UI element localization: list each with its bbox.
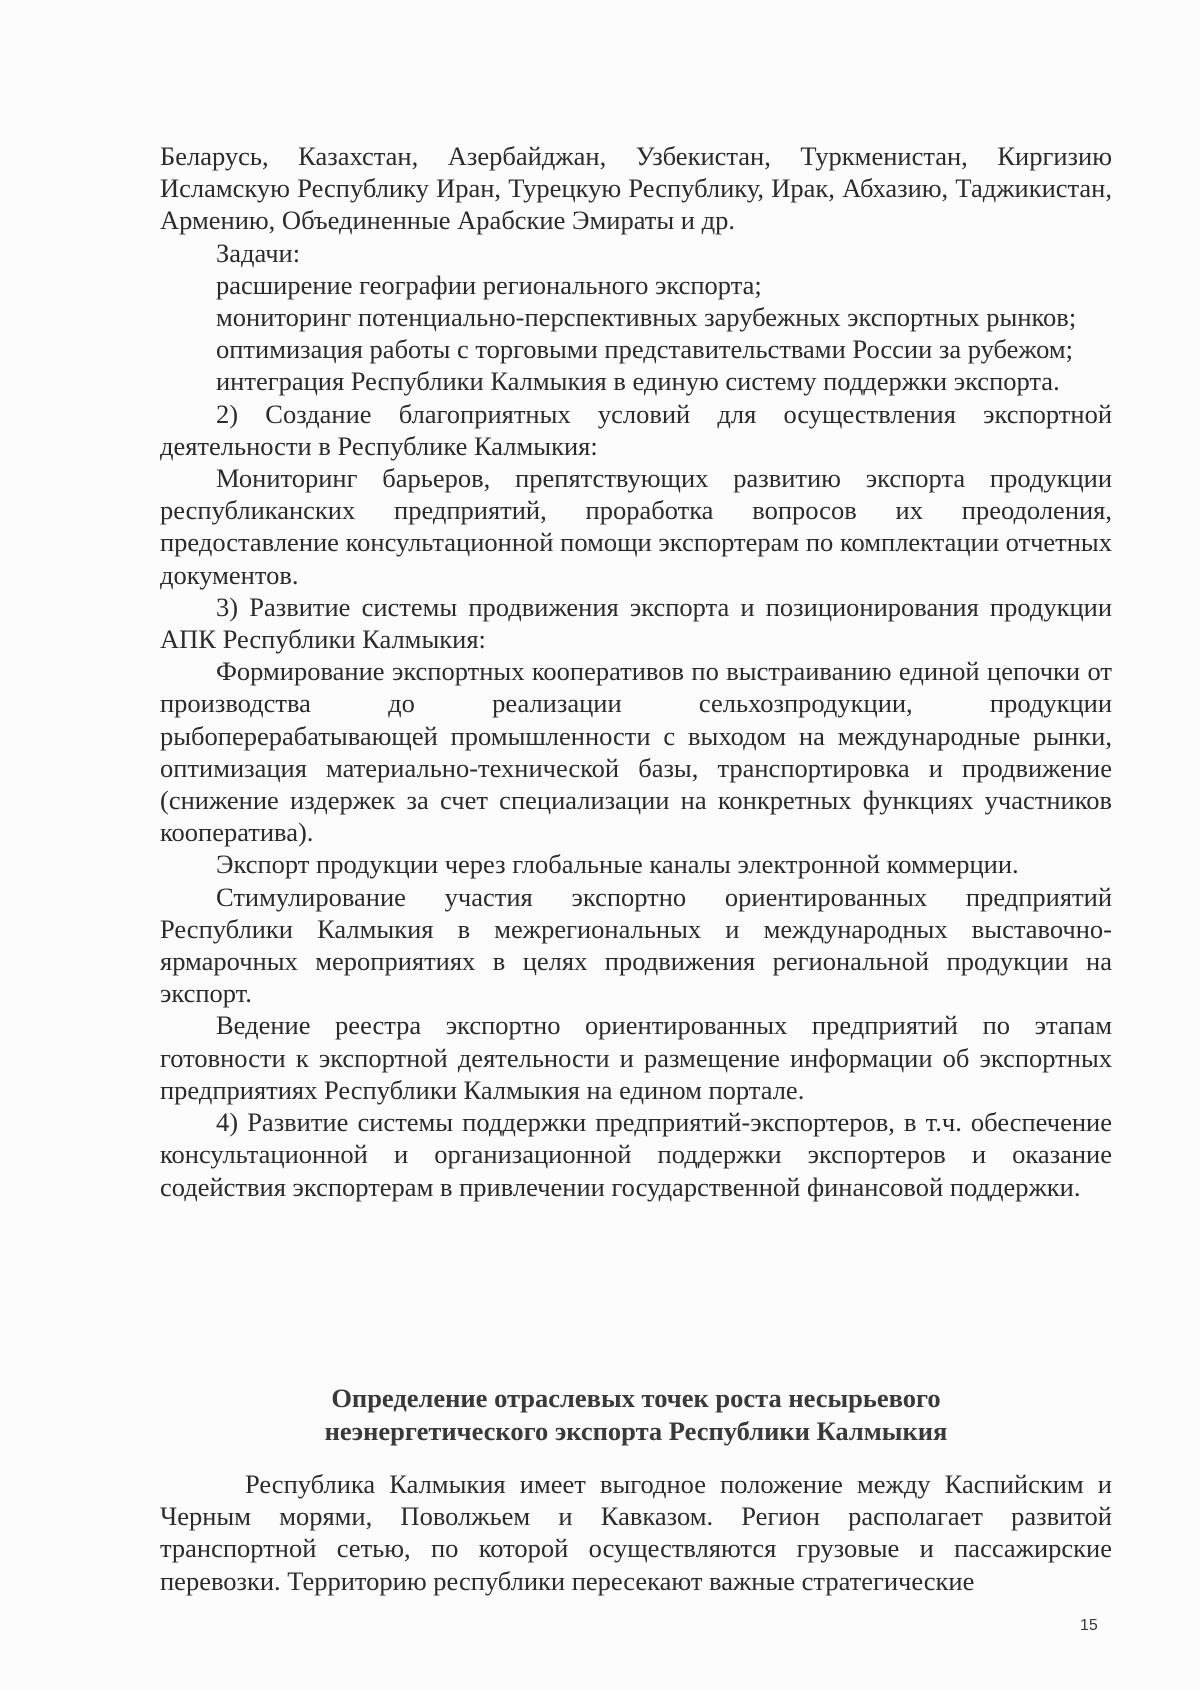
paragraph: расширение географии регионального экспорта; [216, 269, 762, 300]
page-number: 15 [1080, 1617, 1098, 1634]
paragraph: мониторинг потенциально-перспективных зарубежных экспортных рынков; [216, 302, 1077, 333]
paragraph: Задачи: [216, 237, 301, 268]
paragraph: 2) Создание благоприятных условий для осуществления экспортной деятельности в Республике Калмыкия: [160, 398, 1112, 461]
section-body-text [160, 1468, 1112, 1597]
paragraph: Мониторинг барьеров, препятствующих развитию экспорта продукции республиканских предприятий, проработка вопросов их преодоления, предоставление консультационной помощи экспортерам по комплектации отчетных документов. [160, 463, 1112, 590]
paragraph: оптимизация работы с торговыми представительствами России за рубежом; [216, 334, 1073, 365]
paragraph: 3) Развитие системы продвижения экспорта и позиционирования продукции АПК Республики Калмыкия: [160, 591, 1112, 655]
section-heading-line: неэнергетического экспорта Республики Калмыкия [324, 1415, 948, 1446]
section-heading-line: Определение отраслевых точек роста несырьевого [331, 1383, 941, 1413]
paragraph: Республика Калмыкия имеет выгодное положение между Каспийским и Черным морями, Поволжьем и Кавказом. Регион располагает развитой транспортной сетью, по которой осуществляются грузовые и пассажирские перевозки. Территорию республики пересекают важные стратегические [160, 1469, 1112, 1596]
paragraph: Беларусь, Казахстан, Азербайджан, Узбекистан, Туркменистан, Киргизию Исламскую Республику Иран, Турецкую Республику, Ирак, Абхазию, Таджикистан, Армению, Объединенные Арабские Эмираты и др. [160, 141, 1112, 236]
paragraph: 4) Развитие системы поддержки предприятий-экспортеров, в т.ч. обеспечение консультационной и организационной поддержки экспортеров и оказание содействия экспортерам в привлечении государственной финансовой поддержки. [160, 1107, 1112, 1202]
paragraph: Стимулирование участия экспортно ориентированных предприятий Республики Калмыкия в межрегиональных и международных выставочно-ярмарочных мероприятиях в целях продвижения региональной продукции на экспорт. [160, 881, 1112, 1009]
paragraph: Экспорт продукции через глобальные каналы электронной коммерции. [216, 849, 1019, 880]
body-text [160, 140, 1112, 1203]
paragraph: интеграция Республики Калмыкия в единую систему поддержки экспорта. [216, 366, 1060, 397]
paragraph: Ведение реестра экспортно ориентированных предприятий по этапам готовности к экспортной деятельности и размещение информации об экспортных предприятиях Республики Калмыкия на едином портале. [160, 1010, 1112, 1105]
paragraph: Формирование экспортных кооперативов по выстраиванию единой цепочки от производства до реализации сельхозпродукции, продукции рыбоперерабатывающей промышленности с выходом на международные рынки, оптимизация материально-технической базы, транспортировка и продвижение (снижение издержек за счет специализации на конкретных функциях участников кооператива). [160, 656, 1112, 848]
section-heading [160, 1382, 1112, 1447]
